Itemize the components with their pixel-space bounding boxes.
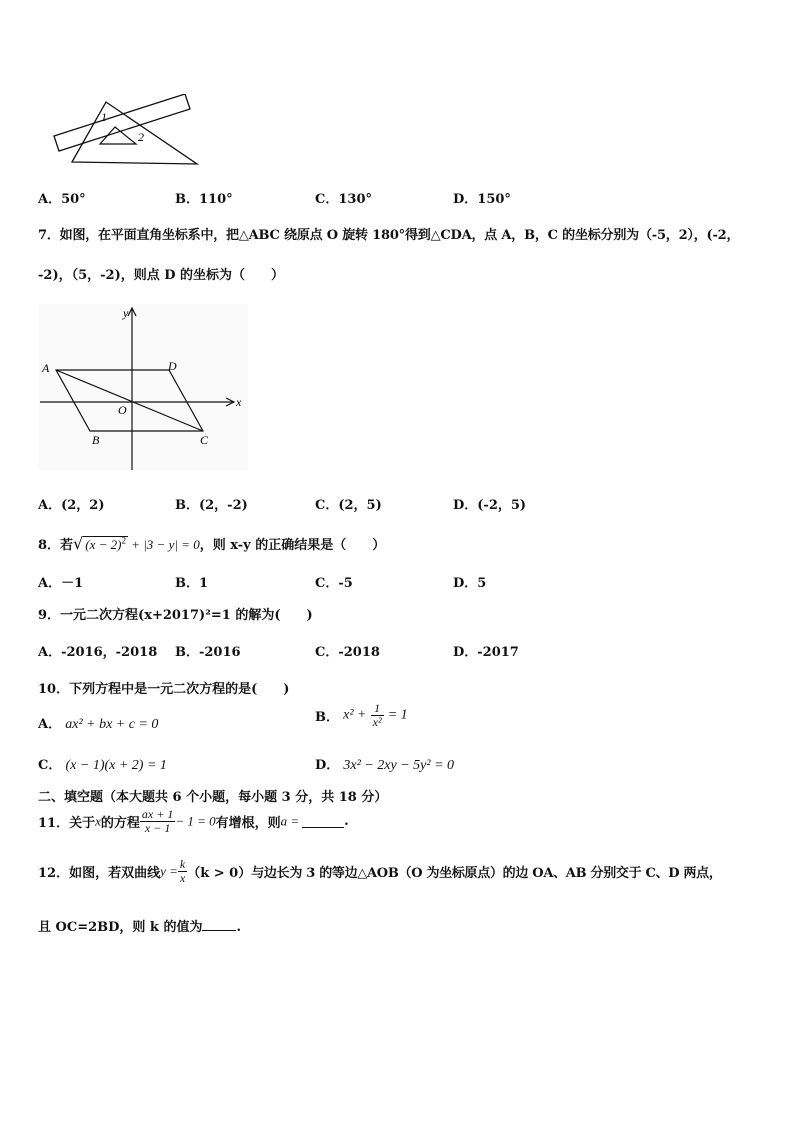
q10-a-equation: ax² + bx + c = 0 (65, 717, 159, 732)
q12-answer-blank (202, 918, 236, 931)
axis-label-y: y (123, 306, 129, 320)
angle1-label: 1 (101, 110, 107, 124)
q6-option-a: A．50° (38, 192, 86, 207)
q6-figure (44, 94, 204, 166)
q9-option-a: A．-2016，-2018 (38, 645, 158, 660)
q12-cond: （k > 0） (187, 866, 252, 881)
q10-d-equation: 3x² − 2xy − 5y² = 0 (343, 758, 455, 773)
q8-option-c: C．-5 (315, 576, 353, 591)
q9-option-c: C．-2018 (315, 645, 380, 660)
point-label-b: B (92, 433, 100, 447)
q8-text (38, 534, 385, 553)
q8-option-a: A．－1 (38, 576, 84, 591)
q11-end: . (344, 814, 349, 829)
q9-text: 9．一元二次方程(x+2017)²=1 的解为( ) (38, 608, 313, 623)
q9-option-d: D．-2017 (453, 645, 519, 660)
q8-option-d: D．5 (453, 576, 487, 591)
q11-answer-blank (302, 815, 344, 828)
q11-fraction: $\frac{ax + 1}{x - 1}$ (141, 807, 174, 835)
q12-text-line1 (38, 858, 722, 885)
q8-middle: + |3 − y| = 0 (127, 537, 200, 552)
q10-option-c (38, 754, 167, 774)
q8-sqrt-sign: √ (73, 534, 84, 553)
q11-rest: − 1 = 0 (175, 813, 216, 829)
q12-text-line2 (38, 916, 241, 935)
q7-figure (38, 304, 248, 470)
q11-var: x (95, 813, 101, 829)
q12-line2: 且 OC=2BD，则 k 的值为 (38, 920, 203, 935)
q10-b-label: B． (315, 710, 339, 725)
angle2-label: 2 (138, 130, 144, 144)
q10-b-right: = 1 (387, 707, 408, 723)
q10-a-label: A． (38, 717, 62, 732)
q10-option-a (38, 713, 158, 733)
point-label-a: A (42, 361, 50, 375)
q7-text-line1: 7．如图，在平面直角坐标系中，把△ABC 绕原点 O 旋转 180°得到△CDA，点 A，B，C 的坐标分别为（-5，2），(-2， (38, 228, 740, 243)
q9-option-b: B．-2016 (175, 645, 241, 660)
outer-triangle (72, 102, 197, 164)
section2-heading: 二、填空题（本大题共 6 个小题，每小题 3 分，共 18 分） (38, 790, 388, 805)
q6-option-b: B．110° (175, 192, 233, 207)
q7-option-c: C．(2，5) (315, 498, 382, 513)
q10-b-left: x² + (343, 707, 367, 723)
q8-suffix: ，则 x-y 的正确结果是（ ） (199, 538, 386, 553)
q12-body: 与边长为 3 的等边△AOB（O 为坐标原点）的边 OA、AB 分别交于 C、D 两点， (251, 866, 722, 881)
axis-label-x: x (236, 395, 242, 409)
q12-fraction: $\frac{k}{x}$ (179, 857, 186, 885)
q10-c-label: C． (38, 758, 62, 773)
q11-prefix: 11．关于 (38, 816, 96, 831)
q12-prefix: 12．如图，若双曲线 (38, 866, 161, 881)
q8-prefix: 8．若 (38, 538, 74, 553)
q7-option-b: B．(2，-2) (175, 498, 248, 513)
q7-option-d: D．(-2，5) (453, 498, 527, 513)
q11-suffix: 有增根，则 (215, 816, 281, 831)
q10-b-fraction: $\frac{1}{\text{x²}}$ (372, 701, 382, 729)
q7-text-line2: -2)，（5，-2)，则点 D 的坐标为（ ） (38, 268, 285, 283)
q12-yeq: y = (160, 863, 178, 879)
q6-option-d: D．150° (453, 192, 511, 207)
q10-text: 10．下列方程中是一元二次方程的是( ) (38, 682, 290, 697)
q11-mid: 的方程 (100, 816, 140, 831)
ruler-shape (54, 94, 190, 151)
point-label-o: O (118, 403, 127, 417)
q6-option-c: C．130° (315, 192, 372, 207)
point-label-c: C (200, 433, 209, 447)
q10-option-d (315, 754, 454, 774)
q10-d-label: D． (315, 758, 340, 773)
q10-option-b (315, 702, 408, 729)
q11-text (38, 808, 349, 835)
q7-option-a: A．(2，2) (38, 498, 105, 513)
q11-avar: a = (280, 813, 300, 829)
q8-radicand: $(x - 2)^2$ (85, 535, 126, 552)
q10-c-equation: (x − 1)(x + 2) = 1 (65, 758, 167, 773)
point-label-d: D (168, 359, 177, 373)
q8-option-b: B．1 (175, 576, 209, 591)
q12-end: . (236, 920, 241, 935)
